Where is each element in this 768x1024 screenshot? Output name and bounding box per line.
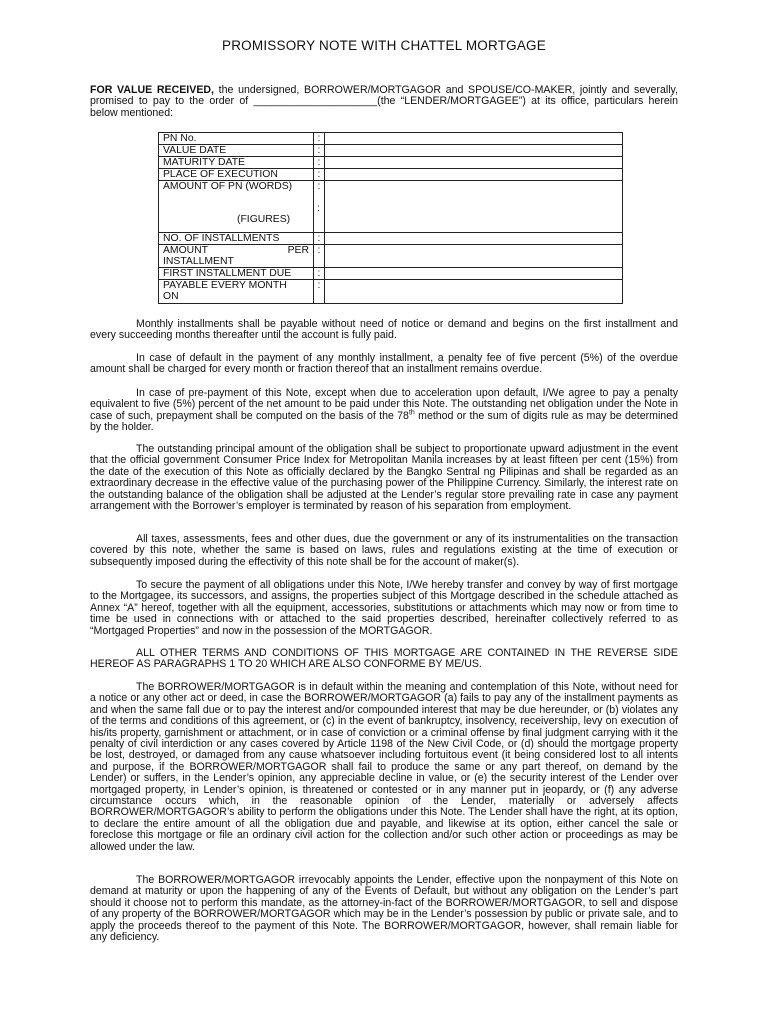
value-installments [325,233,623,245]
table-row [159,181,623,233]
paragraph-penalty: In case of default in the payment of any monthly installment, a penalty fee of five percent (5%) of the overdue amount shall be charged for every month or fraction thereof that an installment remains overdue. [90,352,678,376]
paragraph-security: To secure the payment of all obligations under this Note, I/We hereby transfer and convey by way of first mortgage to the Mortgagee, its successors, and assigns, the properties subject of this Mortgage described in the schedule attached as Annex “A” hereof, together with all the equipment, accessories, substitutions or attachments which may now or from time to time be used in connections with or attached to the said properties described, hereinafter collectively referred to as “Mortgaged Properties” and now in the possession of the MORTGAGOR. [90,579,678,637]
paragraph-prepayment [90,388,678,434]
label-installment-word: INSTALLMENT [163,256,234,267]
ordinal-superscript: th [408,409,415,417]
value-first-installment-due [325,268,623,280]
colon: : [314,169,325,181]
label-amount-word: AMOUNT [163,245,209,256]
label-payable-every-month [159,280,314,304]
intro-bold-lead: FOR VALUE RECEIVED, [90,84,214,96]
paragraph-reverse-side-terms: ALL OTHER TERMS AND CONDITIONS OF THIS MORTGAGE ARE CONTAINED IN THE REVERSE SIDE HEREOF AS PARAGRAPHS 1 TO 20 WHICH ARE ALSO CONFORME BY ME/US. [90,647,678,671]
paragraph-default: The BORROWER/MORTGAGOR is in default within the meaning and contemplation of this Note, without need for a notice or any other act or deed, in case the BORROWER/MORTGAGOR (a) fails to pay any of the installment payments as and when the same fall due or to pay the interest and/or compounded interest that may be due hereunder, or (b) violates any of the terms and conditions of this agreement, or (c) in the event of bankruptcy, insolvency, receivership, levy on execution of his/its property, garnishment or attachment, or in case of conviction or a criminal offense by final judgment carrying with it the penalty of civil interdiction or any cases covered by Article 1198 of the New Civil Code, or (d) should the mortgage property be lost, destroyed, or damaged from any cause whatsoever including fortuitous event (it being considered lost to all intents and purpose, if the BORROWER/MORTGAGOR shall fail to produce the same or any part thereof, on demand by the Lender) or suffers, in the Lender’s opinion, any appreciable decline in value, or (e) the security interest of the Lender over mortgaged property, in Lender’s opinion, is threatened or contested or in any manner put in jeopardy, or (f) any adverse circumstance occurs which, in the reasonable opinion of the Lender, materially or adversely affects BORROWER/MORTGAGOR’s ability to perform the obligations under this Note. The Lender shall have the right, at its option, to declare the entire amount of all the obligation due and payable, and likewise at its option, either cancel the sale or foreclose this mortgage or file an ordinary civil action for the collection and/or such other action or proceedings as may be allowed under the law. [90,681,678,853]
colon: : [314,280,325,304]
document-title: PROMISSORY NOTE WITH CHATTEL MORTGAGE [222,38,546,53]
intro-paragraph [90,85,678,119]
label-pn-no: PN No. [159,133,314,145]
label-per-word: PER [287,245,309,256]
label-amount-words: AMOUNT OF PN (WORDS) [163,181,293,192]
prepayment-text-b: method or the sum of digits rule as may be determined by the holder. [90,409,678,434]
label-maturity-date: MATURITY DATE [159,157,314,169]
table-row [159,280,623,304]
label-place-of-execution: PLACE OF EXECUTION [159,169,314,181]
value-payable-every-month [325,280,623,304]
intro-text: the undersigned, BORROWER/MORTGAGOR and SPOUSE/CO-MAKER, jointly and severally, promised to pay to the order of _____________________(the “LENDER/MORTGAGEE”) at its office, particulars herein below mentioned: [90,84,679,119]
colon: : [314,268,325,280]
label-amount [159,181,314,233]
table-row [159,245,623,268]
paragraph-installments: Monthly installments shall be payable without need of notice or demand and begins on the first installment and every succeeding months thereafter until the account is fully paid. [90,318,678,342]
colon: : [317,203,320,214]
prepayment-text-a: In case of pre-payment of this Note, except when due to acceleration upon default, I/We agree to pay a penalty equivalent to five (5%) percent of the net amount to be paid under this Note. The outstanding net obligation under the Note in case of such, prepayment shall be computed on the basis of the 78 [90,387,678,422]
table-row [159,133,623,145]
table-row [159,268,623,280]
amount-per-line [163,245,309,256]
paragraph-taxes: All taxes, assessments, fees and other dues, due the government or any of its instrumentalities on the transaction covered by this note, whether the same is based on laws, rules and regulations existing at the time of execution or subsequently imposed during the effectivity of this note shall be for the account of maker(s). [90,533,678,568]
paragraph-attorney-in-fact: The BORROWER/MORTGAGOR irrevocably appoints the Lender, effective upon the nonpayment of this Note on demand at maturity or upon the happening of any of the Events of Default, but without any obligation on the Lender’s part should it choose not to perform this mandate, as the attorney-in-fact of the BORROWER/MORTGAGOR, to sell and dispose of any property of the BORROWER/MORTGAGOR which may be in the Lender’s possession by public or private sale, and to apply the proceeds thereof to the payment of this Note. The BORROWER/MORTGAGOR, however, shall remain liable for any deficiency. [90,874,678,944]
table-row [159,157,623,169]
table-row [159,169,623,181]
value-value-date [325,145,623,157]
label-installments: NO. OF INSTALLMENTS [159,233,314,245]
colon: : [314,133,325,145]
label-amount-figures: (FIGURES) [237,214,291,225]
value-place-of-execution [325,169,623,181]
label-payable-line1: PAYABLE EVERY MONTH [163,280,287,291]
value-maturity-date [325,157,623,169]
pn-details-table [158,132,623,304]
label-amount-per-installment [159,245,314,268]
value-amount [325,181,623,233]
value-pn-no [325,133,623,145]
paragraph-price-adjustment: The outstanding principal amount of the obligation shall be subject to proportionate upward adjustment in the event that the official government Consumer Price Index for Metropolitan Manila increases by at least fifteen per cent (15%) from the date of the execution of this Note as officially declared by the Bangko Sentral ng Pilipinas and shall be regarded as an extraordinary decrease in the effective value of the purchasing power of the Philippine Currency. Similarly, the interest rate on the outstanding balance of the obligation shall be adjusted at the Lender’s regular store prevailing rate in case any payment arrangement with the Borrower’s employer is terminated by reason of his separation from employment. [90,443,678,513]
colon: : [314,245,325,268]
colon: : [317,181,321,192]
label-first-installment-due: FIRST INSTALLMENT DUE [159,268,314,280]
label-payable-line2: ON [163,291,179,302]
label-value-date: VALUE DATE [159,145,314,157]
colon: : [314,157,325,169]
value-amount-per-installment [325,245,623,268]
table-row [159,145,623,157]
colon: : [314,233,325,245]
table-row [159,233,623,245]
colon: : [314,145,325,157]
amount-colons [314,181,325,233]
